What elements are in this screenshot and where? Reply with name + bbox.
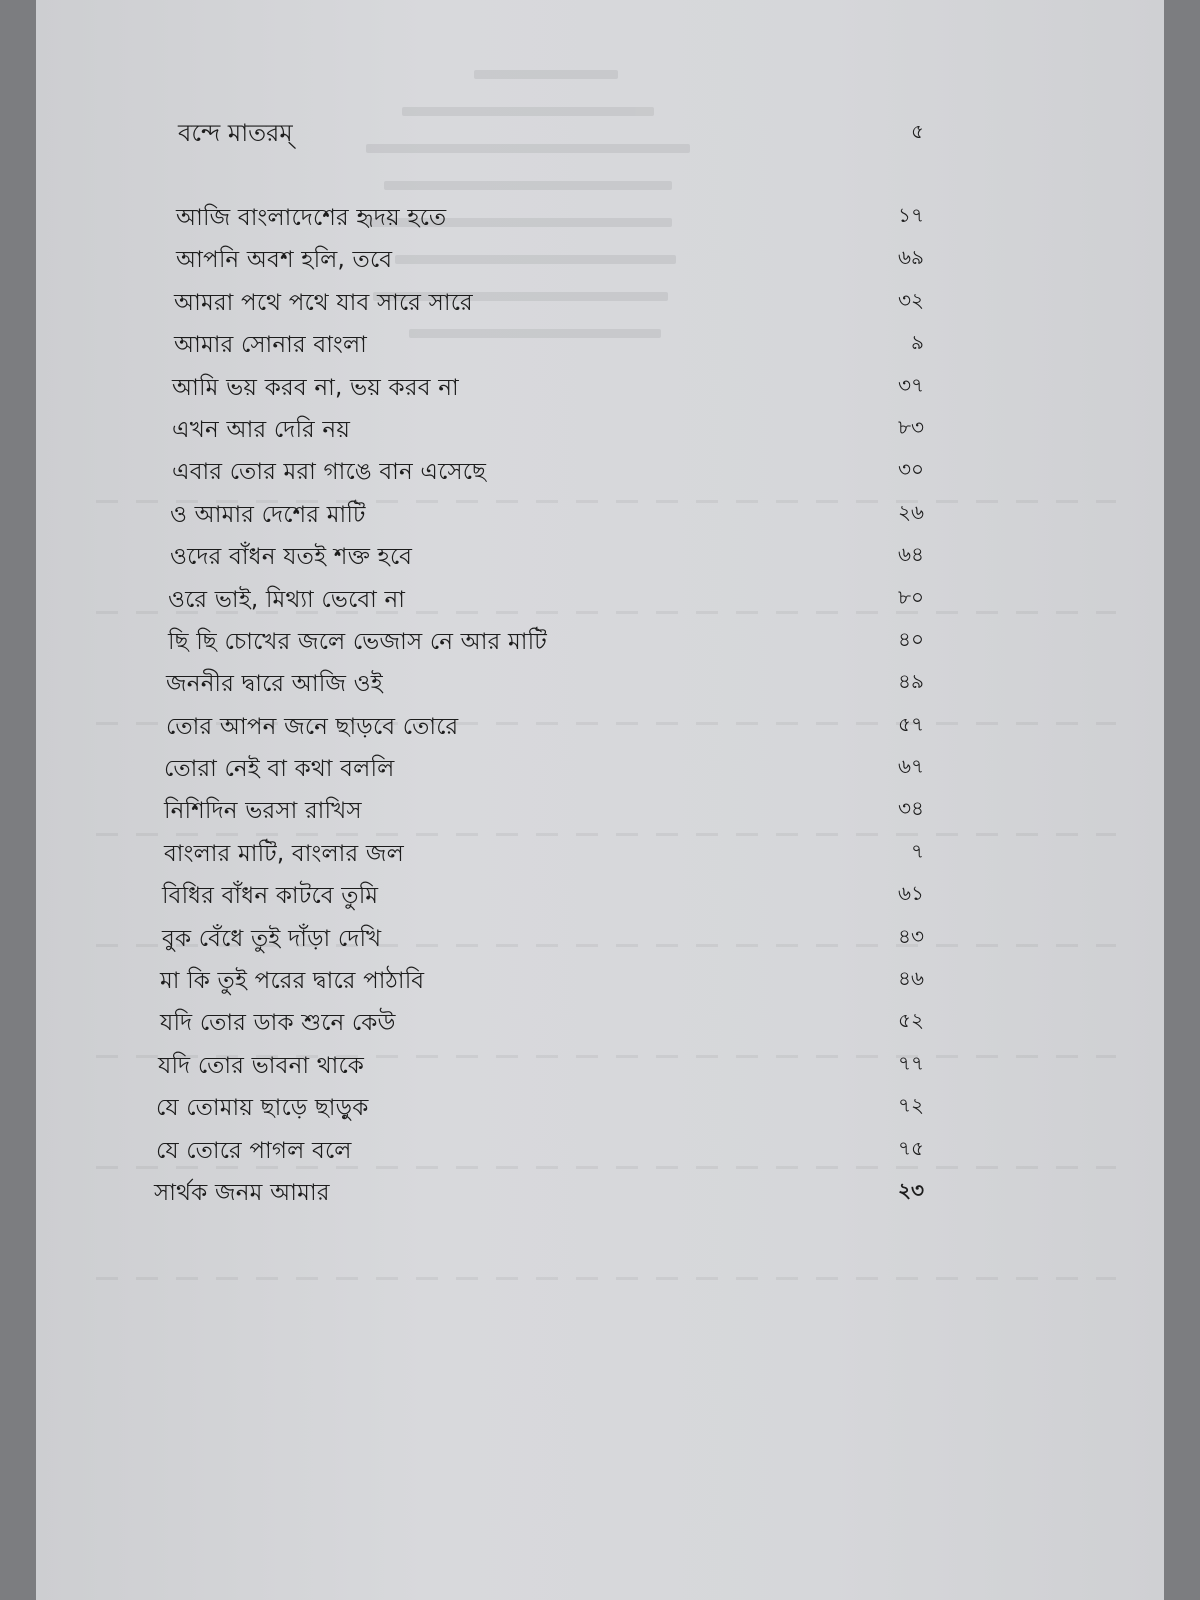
toc-entry [144,661,924,703]
toc-entry [144,1000,924,1042]
toc-entry-page-number: ৬১ [898,881,924,906]
toc-entry [144,1043,924,1085]
toc-entry-page-number: ৮০ [898,584,924,609]
toc-title-page-number: ৫ [911,119,924,143]
toc-entry-label: এখন আর দেরি নয় [172,416,351,443]
toc-entry-label: ও আমার দেশের মাটি [170,501,366,528]
toc-entry-page-number: ৭২ [897,1093,924,1118]
toc-entry [144,746,924,788]
toc-entry-label: যদি তোর ভাবনা থাকে [158,1052,365,1079]
toc-entry-page-number: ৫৭ [898,711,924,736]
toc-entry [144,534,924,576]
toc-entry [144,1085,924,1127]
toc-entry-label: বিধির বাঁধন কাটবে তুমি [162,883,379,910]
toc-entry-page-number: ৫২ [898,1008,924,1033]
toc-entry-page-number: ৩৭ [897,372,924,397]
toc-entry-page-number: ৯ [911,330,924,355]
toc-entry-page-number: ৩৪ [898,796,924,821]
toc-entry-page-number: ৮৩ [898,414,924,439]
toc-entry [144,831,924,873]
toc-entry-page-number: ৩২ [897,287,924,312]
toc-entry-page-number: ৩০ [897,457,924,482]
toc-entry-label: ওদের বাঁধন যতই শক্ত হবে [170,544,413,571]
toc-entry-label: নিশিদিন ভরসা রাখিস [164,798,362,825]
toc-entry-page-number: ৭৫ [898,1135,924,1160]
toc-entry-label: যে তোরে পাগল বলে [156,1137,352,1164]
toc-entry-label: বুক বেঁধে তুই দাঁড়া দেখি [162,925,382,952]
toc-entry [144,1170,924,1212]
toc-entry-label: যে তোমায় ছাড়ে ছাড়ুক [156,1095,369,1122]
toc-entry-label: এবার তোর মরা গাঙে বান এসেছে [172,459,487,486]
toc-entry-page-number: ৪৬ [898,966,924,991]
toc-entry [144,322,924,364]
toc-entry-label: তোরা নেই বা কথা বললি [164,756,395,783]
toc-entry [144,1128,924,1170]
toc-entry-label: আমরা পথে পথে যাব সারে সারে [174,289,473,316]
toc-entry-label: আমার সোনার বাংলা [174,332,367,359]
toc-entry-label: আপনি অবশ হলি, তবে [176,247,393,274]
toc-entry [144,280,924,322]
toc-title-entry [144,115,924,155]
toc-entry [144,449,924,491]
toc-entry-label: জননীর দ্বারে আজি ওই [166,671,383,698]
toc-entry-page-number: ৪৯ [898,669,924,694]
toc-entry-page-number: ৬৪ [898,542,924,567]
toc-entry [144,619,924,661]
toc-entry [144,237,924,279]
toc-entry-label: আজি বাংলাদেশের হৃদয় হতে [176,205,447,231]
toc-entry-label: যদি তোর ডাক শুনে কেউ [160,1010,396,1037]
toc-entry-page-number: ৪৩ [898,923,924,948]
toc-entry [144,407,924,449]
toc-entry [144,195,924,237]
toc-entry-page-number: ৭ [910,838,924,863]
toc-entry-page-number: ৬৯ [898,245,924,270]
toc-entry-label: আমি ভয় করব না, ভয় করব না [172,374,459,401]
toc-entry [144,916,924,958]
toc-entry-label: তোর আপন জনে ছাড়বে তোরে [166,713,459,740]
toc-title-label: বন্দে মাতরম্ [178,119,293,147]
toc-entry [144,958,924,1000]
toc-entry-page-number: ৪০ [898,626,924,651]
toc-entry-page-number: ৬৭ [897,754,924,779]
toc-entry [144,577,924,619]
toc-entry [144,492,924,534]
toc-entry-page-number: ১৭ [898,203,924,227]
toc-entry-label: বাংলার মাটি, বাংলার জল [164,840,404,867]
toc-entry-label: মা কি তুই পরের দ্বারে পাঠাবি [160,968,425,995]
book-page [36,0,1164,1600]
toc-entry [144,365,924,407]
table-of-contents [144,195,924,1212]
toc-entry-page-number: ৭৭ [897,1050,924,1075]
toc-entry-page-number: ২৩ [897,1177,924,1202]
toc-entry-label: ছি ছি চোখের জলে ভেজাস নে আর মাটি [168,628,547,655]
toc-entry-page-number: ২৬ [897,499,924,524]
toc-entry [144,873,924,915]
toc-entry-label: ওরে ভাই, মিথ্যা ভেবো না [168,586,406,613]
toc-entry-label: সার্থক জনম আমার [154,1179,330,1206]
toc-entry [144,704,924,746]
toc-entry [144,788,924,830]
